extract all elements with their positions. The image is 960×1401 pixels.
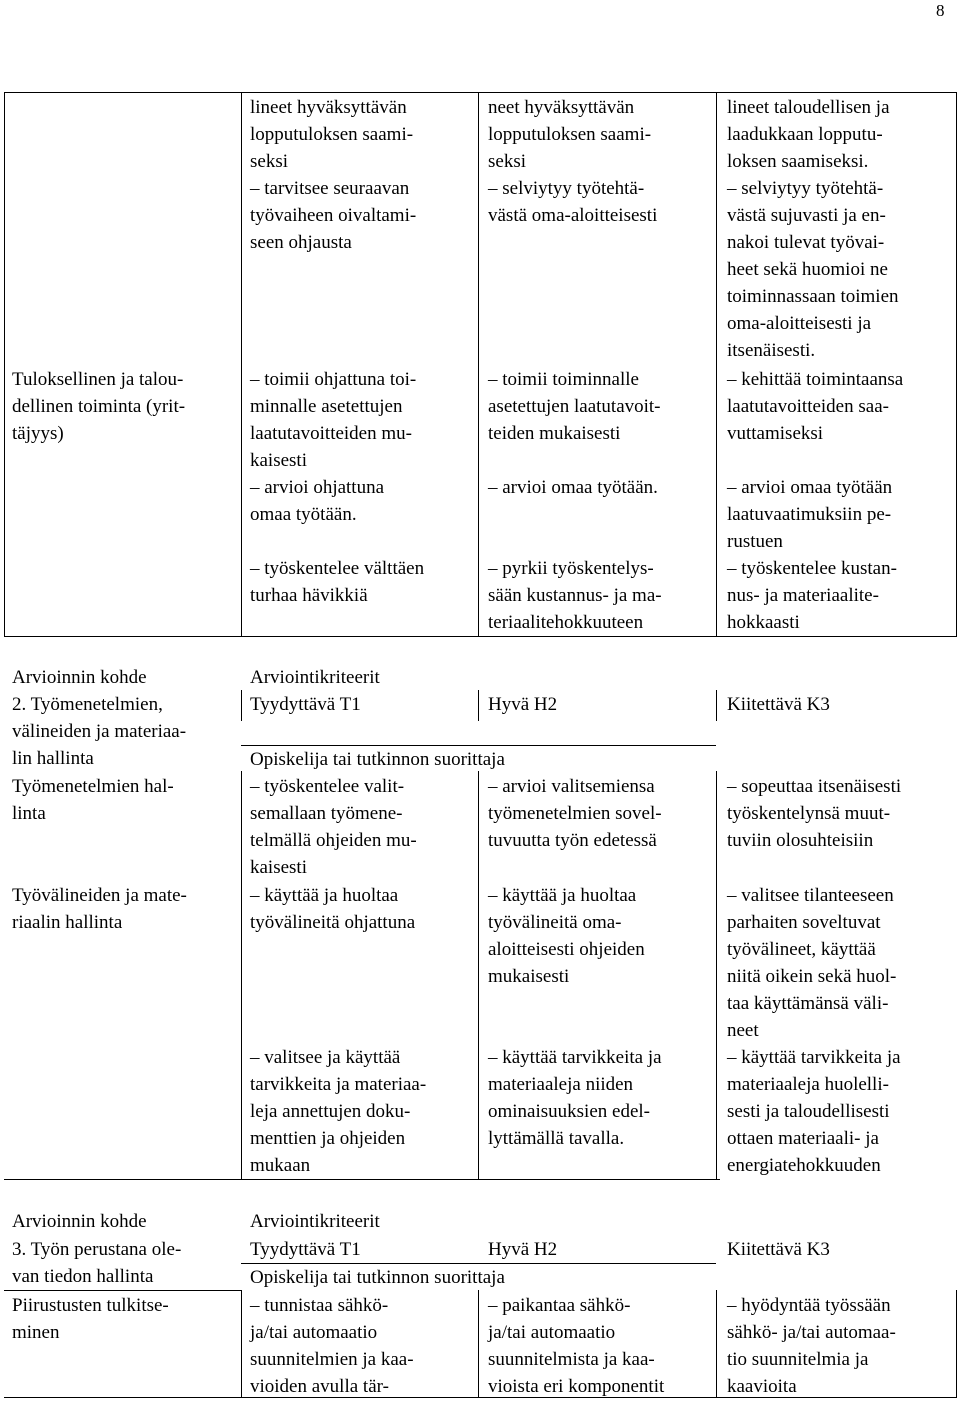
k3-eval-text: – arvioi omaa työtään laatuvaatimuksiin pe- rustuen — [727, 477, 893, 552]
row1-h2: – paikantaa sähkö- ja/tai automaatio suunnitelmista ja kaa- vioista eri komponentit — [488, 1295, 665, 1397]
row1-k3: – hyödyntää työssään sähkö- ja/tai automaa- tio suunnitelmia ja kaavioita — [727, 1295, 896, 1397]
grade-h2: Hyvä H2 — [488, 1239, 558, 1260]
k3-mid-text: – kehittää toimintaansa laatutavoitteiden saa- vuttamiseksi — [727, 369, 904, 444]
row3-h2: – käyttää tarvikkeita ja materiaaleja niiden ominaisuuksien edel- lyttämällä tavalla. — [488, 1047, 662, 1149]
grade-t1: Tyydyttävä T1 — [250, 1239, 361, 1260]
grade-h2: Hyvä H2 — [488, 694, 558, 715]
item-title: 2. Työmenetelmien, välineiden ja materiaa- lin hallinta — [12, 694, 187, 769]
criteria-label: Arviointikriteerit — [250, 1211, 380, 1232]
grade-k3: Kiitettävä K3 — [727, 694, 830, 715]
sub-target-tools: Työvälineiden ja mate- riaalin hallinta — [12, 885, 187, 933]
page-number: 8 — [936, 1, 945, 20]
row2-t1: – käyttää ja huoltaa työvälineitä ohjattuna — [250, 885, 416, 933]
row3-k3: – käyttää tarvikkeita ja materiaaleja huolelli- sesti ja taloudellisesti ottaen materiaali- ja energiatehokkuuden — [727, 1047, 901, 1176]
h2-bot-text: – pyrkii työskentelys- sään kustannus- ja ma- teriaalitehokkuuteen — [488, 558, 662, 633]
h2-eval-text: – arvioi omaa työtään. — [488, 477, 658, 498]
k3-bot-text: – työskentelee kustan- nus- ja materiaalite- hokkaasti — [727, 558, 897, 633]
subject-label: Opiskelija tai tutkinnon suorittaja — [250, 1267, 505, 1288]
h2-mid-text: – toimii toiminnalle asetettujen laatutavoit- teiden mukaisesti — [488, 369, 661, 444]
row1-k3: – sopeuttaa itsenäisesti työskentelynsä muut- tuviin olosuhteisiin — [727, 776, 902, 851]
sub-target-methods: Työmenetelmien hal- linta — [12, 776, 174, 824]
grade-t1: Tyydyttävä T1 — [250, 694, 361, 715]
row3-t1: – valitsee ja käyttää tarvikkeita ja materiaa- leja annettujen doku- menttien ja ohjeiden mukaan — [250, 1047, 427, 1176]
row2-h2: – käyttää ja huoltaa työvälineitä oma- aloitteisesti ohjeiden mukaisesti — [488, 885, 645, 987]
row1-h2: – arvioi valitsemiensa työmenetelmien sovel- tuvuutta työn edetessä — [488, 776, 662, 851]
t1-top-text: lineet hyväksyttävän lopputuloksen saami- seksi – tarvitsee seuraavan työvaiheen oivaltami- seen ohjausta — [250, 97, 417, 253]
assessment-target-label: Arvioinnin kohde — [12, 667, 147, 688]
item-title: 3. Työn perustana ole- van tiedon hallinta — [12, 1239, 182, 1287]
h2-top-text: neet hyväksyttävän lopputuloksen saami- seksi – selviytyy työtehtä- västä oma-aloitteisesti — [488, 97, 658, 226]
t1-mid-text: – toimii ohjattuna toi- minnalle asetettujen laatutavoitteiden mu- kaisesti – arvioi ohjattuna omaa työtään. — [250, 369, 417, 525]
row1-t1: – työskentelee valit- semallaan työmene- telmällä ohjeiden mu- kaisesti — [250, 776, 417, 878]
assessment-target-label: Arvioinnin kohde — [12, 1211, 147, 1232]
criteria-label: Arviointikriteerit — [250, 667, 380, 688]
criterion-title: Tuloksellinen ja talou- dellinen toiminta (yrit- täjyys) — [12, 369, 186, 444]
t1-bot-text: – työskentelee välttäen turhaa hävikkiä — [250, 558, 425, 606]
k3-top-text: lineet taloudellisen ja laadukkaan lopputu- loksen saamiseksi. – selviytyy työtehtä- västä sujuvasti ja en- nakoi tulevat työvai- heet sekä huomioi ne toiminnassaan toimien oma-aloitteisesti ja itsenäisesti. — [727, 97, 899, 361]
row2-k3: – valitsee tilanteeseen parhaiten soveltuvat työvälineet, käyttää niitä oikein sekä huol- taa käyttämänsä väli- neet — [727, 885, 897, 1041]
subject-label: Opiskelija tai tutkinnon suorittaja — [250, 749, 505, 770]
grade-k3: Kiitettävä K3 — [727, 1239, 830, 1260]
sub-target-drawings: Piirustusten tulkitse- minen — [12, 1295, 169, 1343]
row1-t1: – tunnistaa sähkö- ja/tai automaatio suunnitelmien ja kaa- vioiden avulla tär- — [250, 1295, 414, 1397]
